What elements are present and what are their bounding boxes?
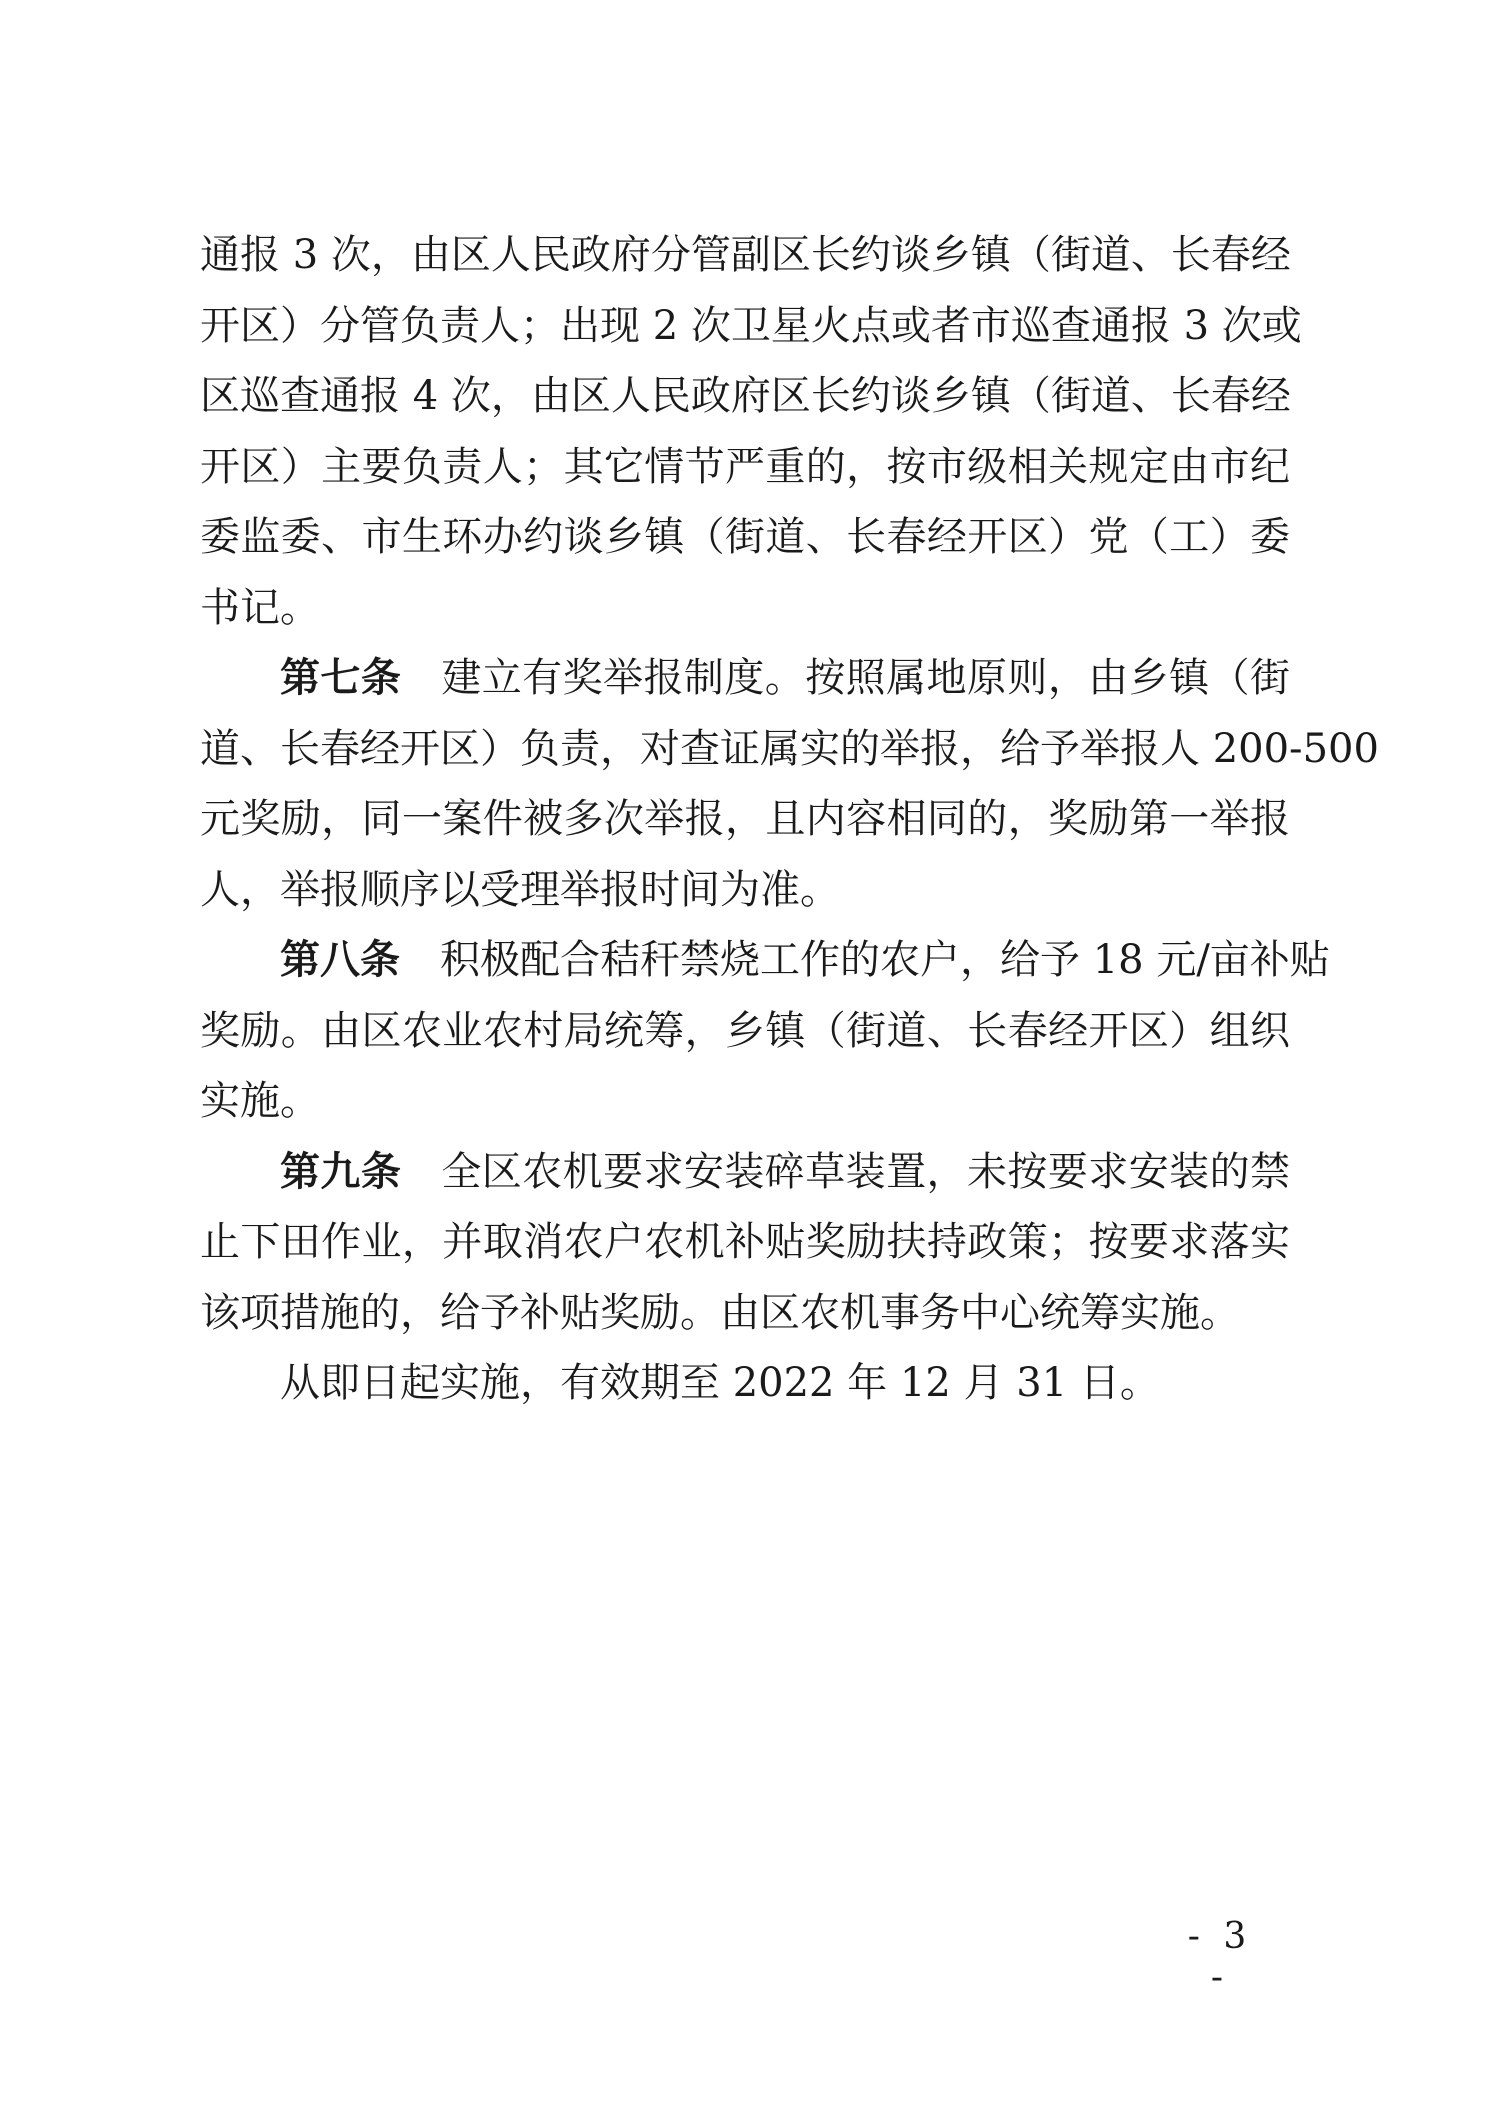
article-9 (200, 1137, 1290, 1349)
text-line: 开区）主要负责人；其它情节严重的，按市级相关规定由市纪 (200, 443, 1290, 490)
article-9-text: 全区农机要求安装碎草装置，未按要求安装的禁 (441, 1148, 1291, 1195)
text-line: 区巡查通报 4 次，由区人民政府区长约谈乡镇（街道、长春经 (200, 373, 1291, 419)
article-7-first-line (200, 643, 1290, 714)
document-body (200, 220, 1379, 1419)
text-line: 委监委、市生环办约谈乡镇（街道、长春经开区）党（工）委 (200, 514, 1290, 560)
article-8-label: 第八条 (280, 937, 400, 983)
paragraph-continuation (200, 220, 1302, 643)
text-line: 奖励。由区农业农村局统筹，乡镇（街道、长春经开区）组织 (200, 1007, 1290, 1054)
effective-date-paragraph (200, 1348, 1290, 1419)
text-line: 止下田作业，并取消农户农机补贴奖励扶持政策；按要求落实 (200, 1219, 1290, 1265)
effective-date: 从即日起实施，有效期至 2022 年 12 月 31 日。 (280, 1360, 1160, 1406)
text-line: 通报 3 次，由区人民政府分管副区长约谈乡镇（街道、长春经 (200, 232, 1291, 278)
page-number: - 3 - (1187, 1916, 1253, 1998)
article-8 (200, 925, 1330, 1137)
article-7-label: 第七条 (280, 655, 402, 701)
article-8-first-line (200, 925, 1330, 996)
text-line: 人，举报顺序以受理举报时间为准。 (200, 866, 840, 913)
article-9-label: 第九条 (280, 1148, 402, 1195)
text-line: 开区）分管负责人；出现 2 次卫星火点或者市巡查通报 3 次或 (200, 302, 1302, 349)
text-line: 元奖励，同一案件被多次举报，且内容相同的，奖励第一举报 (200, 796, 1290, 842)
text-line: 道、长春经开区）负责，对查证属实的举报，给予举报人 200-500 (200, 725, 1379, 772)
text-line: 书记。 (200, 584, 320, 631)
article-7 (200, 643, 1379, 925)
article-8-text: 积极配合秸秆禁烧工作的农户，给予 18 元/亩补贴 (440, 937, 1330, 983)
text-line: 实施。 (200, 1078, 320, 1124)
article-7-text: 建立有奖举报制度。按照属地原则，由乡镇（街 (441, 655, 1291, 701)
text-line: 该项措施的，给予补贴奖励。由区农机事务中心统筹实施。 (200, 1289, 1240, 1336)
article-9-first-line (200, 1137, 1290, 1208)
